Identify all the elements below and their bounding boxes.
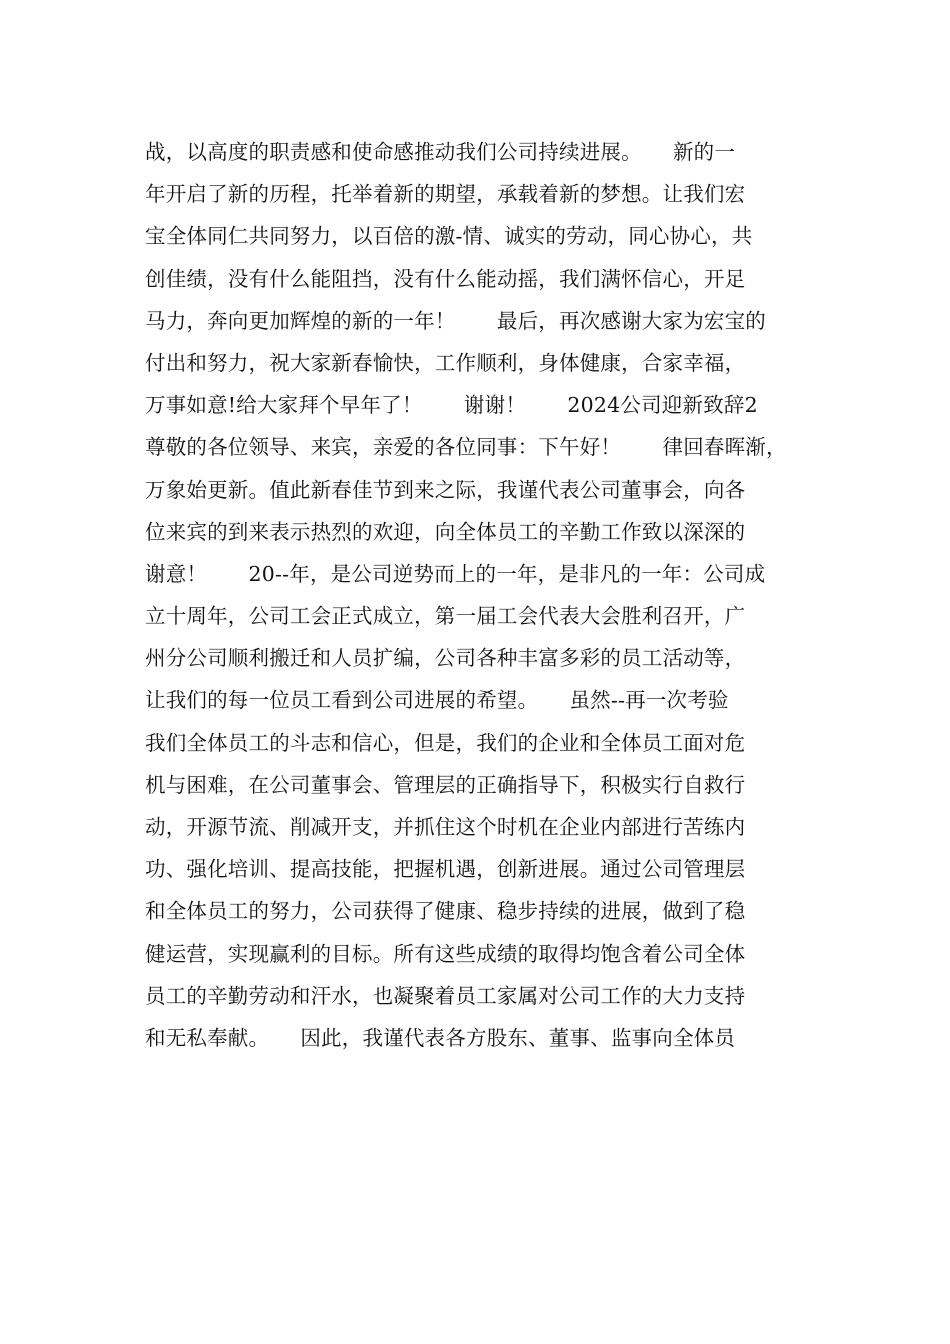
text-line: 马力，奔向更加辉煌的新的一年！ 最后，再次感谢大家为宏宝的 — [145, 308, 766, 333]
text-line: 州分公司顺利搬迁和人员扩编，公司各种丰富多彩的员工活动等， — [145, 646, 746, 671]
text-line: 让我们的每一位员工看到公司进展的希望。 虽然--再一次考验 — [145, 688, 729, 713]
text-line: 员工的辛勤劳动和汗水，也凝聚着员工家属对公司工作的大力支持 — [145, 983, 746, 1008]
text-line: 立十周年，公司工会正式成立，第一届工会代表大会胜利召开，广 — [145, 604, 746, 629]
text-line: 功、强化培训、提高技能，把握机遇，创新进展。通过公司管理层 — [145, 857, 746, 882]
text-line: 动，开源节流、削减开支，并抓住这个时机在企业内部进行苦练内 — [145, 815, 746, 839]
text-line: 健运营，实现赢利的目标。所有这些成绩的取得均饱含着公司全体 — [145, 941, 746, 966]
text-line: 谢意！ 20--年，是公司逆势而上的一年，是非凡的一年：公司成 — [145, 561, 766, 586]
text-line: 和全体员工的努力，公司获得了健康、稳步持续的进展，做到了稳 — [145, 899, 746, 924]
text-line: 万象始更新。值此新春佳节到来之际，我谨代表公司董事会，向各 — [145, 477, 746, 502]
text-line: 万事如意!给大家拜个早年了！ 谢谢！ 2024公司迎新致辞2 — [145, 393, 758, 418]
text-line: 年开启了新的历程，托举着新的期望，承载着新的梦想。让我们宏 — [145, 182, 746, 207]
text-line: 我们全体员工的斗志和信心，但是，我们的企业和全体员工面对危 — [145, 730, 746, 755]
text-line: 付出和努力，祝大家新春愉快，工作顺利，身体健康，合家幸福， — [145, 350, 746, 375]
text-line: 创佳绩，没有什么能阻挡，没有什么能动摇，我们满怀信心，开足 — [145, 266, 746, 291]
text-line: 战，以高度的职责感和使命感推动我们公司持续进展。 新的一 — [145, 140, 736, 164]
text-line: 和无私奉献。 因此，我谨代表各方股东、董事、监事向全体员 — [145, 1025, 736, 1050]
text-line: 宝全体同仁共同努力，以百倍的激-情、诚实的劳动，同心协心，共 — [145, 224, 753, 249]
text-line: 尊敬的各位领导、来宾，亲爱的各位同事：下午好！ 律回春晖渐， — [145, 435, 787, 460]
text-line: 位来宾的到来表示热烈的欢迎，向全体员工的辛勤工作致以深深的 — [145, 519, 746, 544]
text-line: 机与困难，在公司董事会、管理层的正确指导下，积极实行自救行 — [145, 772, 746, 797]
body-text — [145, 131, 835, 1059]
